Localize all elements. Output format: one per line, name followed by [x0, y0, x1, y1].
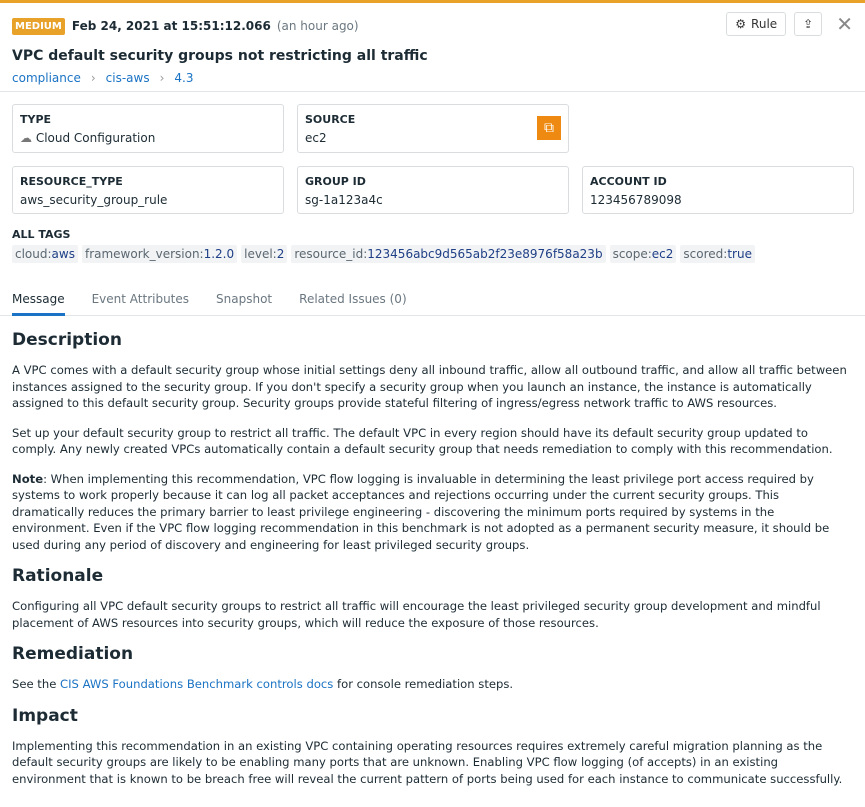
share-button[interactable]	[794, 12, 822, 36]
remediation-paragraph: See the CIS AWS Foundations Benchmark controls docs for console remediation steps.	[12, 677, 514, 691]
close-icon[interactable]: ✕	[836, 12, 853, 36]
tag[interactable]: scope:ec2	[610, 245, 677, 263]
resource-type-card	[12, 166, 284, 214]
impact-heading: Impact	[12, 705, 78, 726]
tag[interactable]: scored:true	[680, 245, 755, 263]
tab-message[interactable]: Message	[12, 284, 65, 316]
rule-label: Rule	[751, 17, 778, 31]
source-card	[297, 104, 569, 153]
tab-related-issues[interactable]: Related Issues (0)	[299, 292, 407, 306]
source-label: SOURCE	[305, 113, 356, 126]
type-value: Cloud Configuration	[35, 131, 156, 145]
tag[interactable]: resource_id:123456abc9d565ab2f23e8976f58a23b	[291, 245, 605, 263]
breadcrumb-compliance[interactable]: compliance	[12, 71, 81, 85]
timestamp: Feb 24, 2021 at 15:51:12.066	[71, 19, 271, 33]
tag-list	[12, 245, 755, 263]
tag[interactable]: level:2	[241, 245, 287, 263]
note-paragraph: Note: When implementing this recommendation, VPC flow logging is invaluable in determining the least privilege port access required by systems to work properly because it can log all packet acceptances and rejections occurring under the current security groups. This dramatically reduces the primary barrier to least privilege engineering - discovering the minimum ports required by systems in the environment. Even if the VPC flow logging recommendation in this benchmark is not adopted as a permanent security measure, it should be used during any period of discovery and engineering for least privileged security groups.	[12, 471, 830, 552]
page-title: VPC default security groups not restricting all traffic	[12, 48, 428, 64]
account-id-value: 123456789098	[590, 193, 682, 207]
rationale-paragraph: Configuring all VPC default security groups to restrict all traffic will encourage the least privileged security group development and mindful placement of AWS resources into security groups, which will reduce the exposure of those resources.	[12, 599, 821, 630]
breadcrumb-rule-id[interactable]: 4.3	[174, 71, 194, 85]
header	[12, 12, 853, 37]
relative-time: (an hour ago)	[276, 19, 359, 33]
tag[interactable]: framework_version:1.2.0	[82, 245, 237, 263]
severity-bar	[0, 0, 865, 3]
tab-event-attributes[interactable]: Event Attributes	[91, 292, 190, 306]
tag[interactable]: cloud:aws	[12, 245, 78, 263]
breadcrumb-cis-aws[interactable]: cis-aws	[105, 71, 150, 85]
cloud-icon: ☁	[20, 131, 32, 145]
message-content	[12, 330, 851, 800]
gear-icon: ⚙	[735, 17, 747, 31]
severity-badge: MEDIUM	[12, 18, 65, 35]
description-heading: Description	[12, 330, 122, 350]
source-value: ec2	[305, 131, 327, 145]
resource-type-value: aws_security_group_rule	[20, 193, 168, 207]
tab-bar	[0, 284, 865, 316]
ec2-icon: ⧉	[537, 116, 561, 140]
rule-button[interactable]	[726, 12, 786, 36]
tab-snapshot[interactable]: Snapshot	[216, 292, 273, 306]
description-paragraph: Set up your default security group to restrict all traffic. The default VPC in every region should have its default security group updated to comply. Any newly created VPCs automatically contain a default security group that needs remediation to comply with this recommendation.	[12, 425, 833, 456]
chevron-right-icon: ›	[90, 71, 96, 85]
resource-type-label: RESOURCE_TYPE	[20, 175, 123, 188]
account-id-card	[582, 166, 854, 214]
description-paragraph: A VPC comes with a default security group whose initial settings deny all inbound traffic, allow all outbound traffic, and allow all traffic between instances assigned to the security group. If you don't specify a security group when you launch an instance, the instance is automatically assigned to this default security group. Security groups provide stateful filtering of ingress/egress network traffic to AWS resources.	[12, 363, 847, 410]
account-id-label: ACCOUNT ID	[590, 175, 667, 188]
rationale-heading: Rationale	[12, 566, 104, 586]
remediation-heading: Remediation	[12, 644, 134, 664]
cis-docs-link[interactable]: CIS AWS Foundations Benchmark controls docs	[60, 677, 334, 691]
breadcrumb	[12, 71, 194, 85]
group-id-card	[297, 166, 569, 214]
group-id-value: sg-1a123a4c	[305, 193, 383, 207]
type-card	[12, 104, 284, 153]
share-icon: ⇪	[803, 17, 814, 31]
divider	[0, 91, 865, 92]
type-label: TYPE	[20, 113, 52, 126]
group-id-label: GROUP ID	[305, 175, 366, 188]
chevron-right-icon: ›	[159, 71, 165, 85]
all-tags-label: ALL TAGS	[12, 228, 71, 241]
impact-paragraph: Implementing this recommendation in an existing VPC containing operating resources requires extremely careful migration planning as the default security groups are likely to be enabling many ports that are unknown. Enabling VPC flow logging (of accepts) in an existing environment that is known to be breach free will reveal the current pattern of ports being used for each instance to communicate successfully.	[12, 738, 843, 786]
